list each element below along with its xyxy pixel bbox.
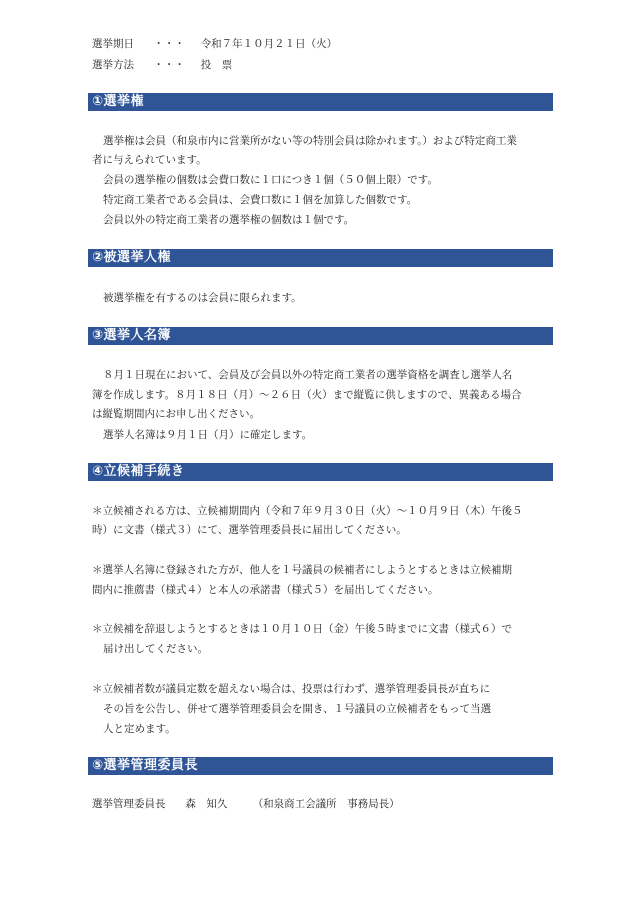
election-method-value: 投 票 (200, 59, 233, 71)
s4-line: ＊選挙人名簿に登録された方が、他人を１号議員の候補者にしようとするときは立候補期 (92, 564, 512, 576)
s4-line: その旨を公告し、併せて選挙管理委員会を開き、１号議員の立候補者をもって当選 (103, 703, 492, 715)
election-method-row (92, 58, 232, 72)
s3-line: 選挙人名簿は９月１日（月）に確定します。 (103, 429, 313, 441)
s4-line: 間内に推薦書（様式４）と本人の承諾書（様式５）を届出してください。 (92, 584, 439, 596)
s4-line: ＊立候補される方は、立候補期間内（令和７年９月３０日（火）～１０月９日（木）午後５ (92, 505, 523, 517)
chair-role: 選挙管理委員長 (92, 798, 166, 810)
s1-line: 者に与えられています。 (92, 154, 207, 166)
chair-affiliation: （和泉商工会議所 事務局長） (252, 798, 400, 810)
election-date-row (92, 37, 337, 51)
s3-line: 簿を作成します。８月１８日（月）～２６日（火）まで縦覧に供しますので、異義ある場合 (92, 389, 522, 401)
s2-line: 被選挙権を有するのは会員に限られます。 (103, 292, 302, 304)
section-title-election-committee-chair: ⑤選挙管理委員長 (88, 757, 553, 775)
section-title-candidacy-rights: ②被選挙人権 (88, 249, 553, 267)
s1-line: 選挙権は会員（和泉市内に営業所がない等の特別会員は除かれます。）および特定商工業 (103, 135, 517, 147)
election-date-value: 令和７年１０月２１日（火） (200, 38, 338, 50)
s4-line: 時）に文書（様式３）にて、選挙管理委員長に届出してください。 (92, 524, 407, 536)
s4-line: 届け出してください。 (103, 643, 208, 655)
s1-line: 会員以外の特定商工業者の選挙権の個数は１個です。 (103, 214, 355, 226)
election-method-dots: ・・・ (153, 59, 185, 71)
s4-line: 人と定めます。 (103, 723, 176, 735)
s4-line: ＊立候補者数が議員定数を超えない場合は、投票は行わず、選挙管理委員長が直ちに (92, 683, 491, 695)
election-date-label: 選挙期日 (92, 38, 134, 50)
section-title-candidacy-procedure: ④立候補手続き (88, 463, 553, 481)
chair-row (92, 797, 400, 811)
chair-name: 森 知久 (185, 798, 228, 810)
election-date-dots: ・・・ (153, 38, 185, 50)
election-method-label: 選挙方法 (92, 59, 134, 71)
s3-line: ８月１日現在において、会員及び会員以外の特定商工業者の選挙資格を調査し選挙人名 (103, 369, 513, 381)
section-title-voting-rights: ①選挙権 (88, 93, 553, 111)
s4-line: ＊立候補を辞退しようとするときは１０月１０日（金）午後５時までに文書（様式６）で (92, 623, 512, 635)
s3-line: は縦覧期間内にお申し出ください。 (92, 408, 260, 420)
section-title-voter-register: ③選挙人名簿 (88, 327, 553, 345)
s1-line: 特定商工業者である会員は、会費口数に１個を加算した個数です。 (103, 194, 418, 206)
s1-line: 会員の選挙権の個数は会費口数に１口につき１個（５０個上限）です。 (103, 174, 438, 186)
